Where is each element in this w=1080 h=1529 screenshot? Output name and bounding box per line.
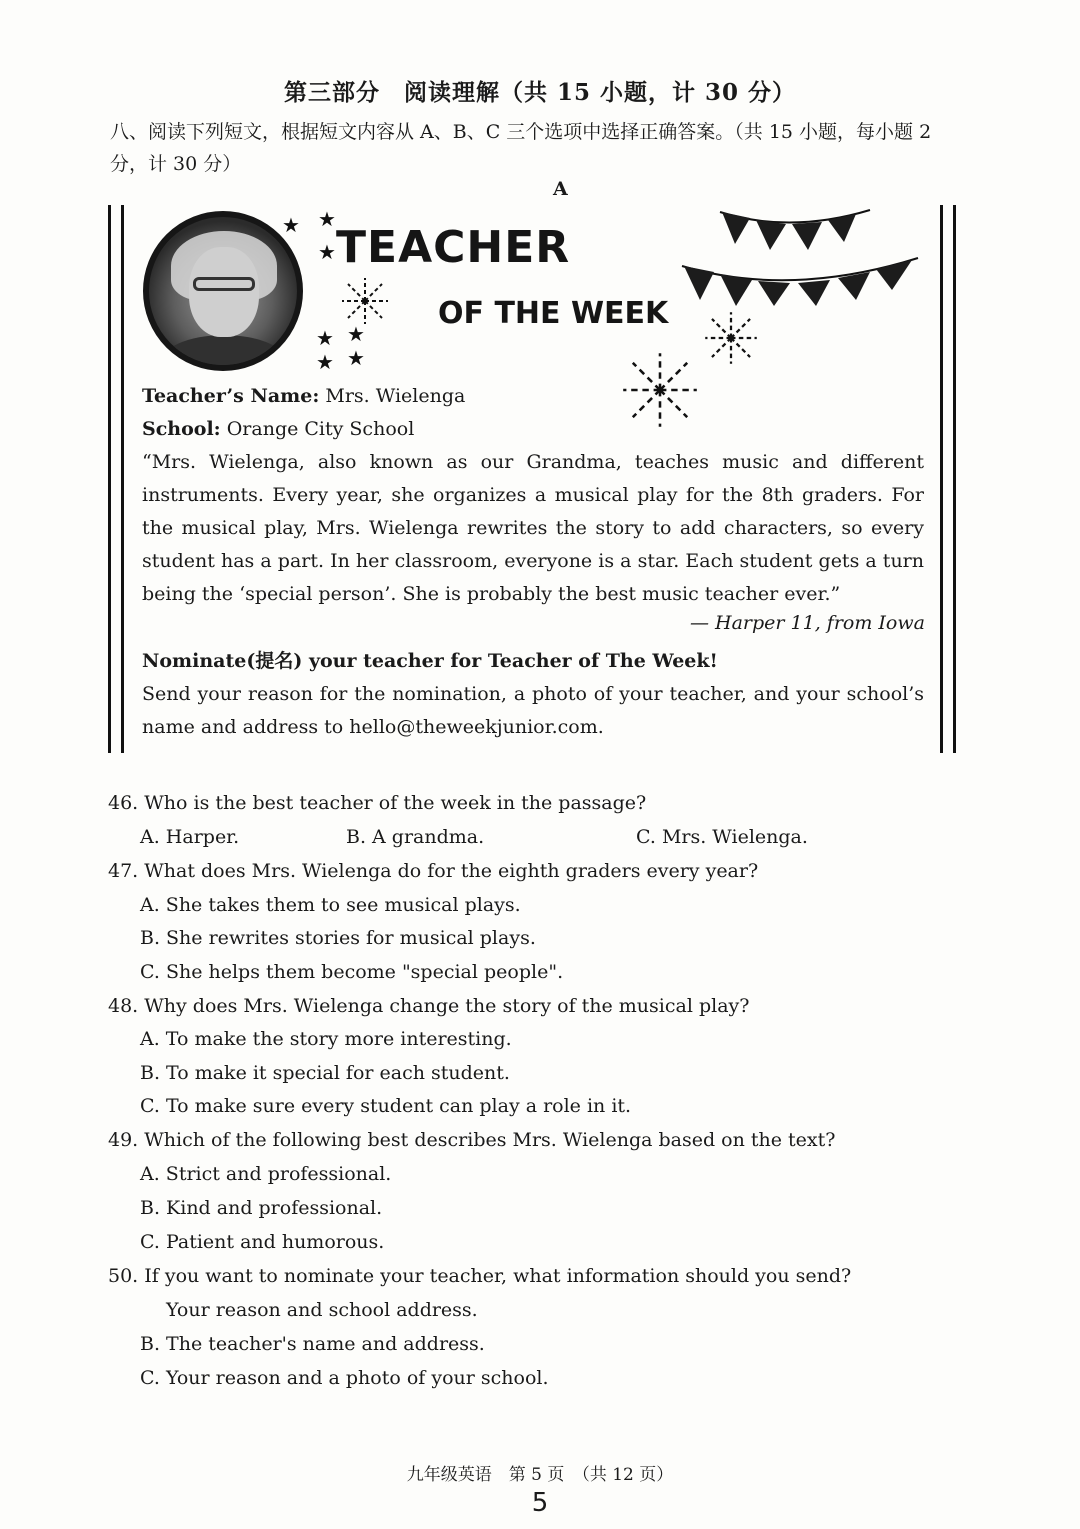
badge-title-teacher: TEACHER (336, 222, 571, 273)
testimonial-quote: “Mrs. Wielenga, also known as our Grandma, teaches music and different instruments. Every year, she organizes a musical play for the 8th graders. For the musical play, Mrs. Wielenga rewrites the story to add characters, so every student has a part. In her classroom, everyone is a star. Each student gets a turn being the ‘special person’. She is probably the best music teacher ever.” (142, 451, 924, 605)
firework-icon (703, 310, 759, 366)
frame-right-border (940, 205, 956, 753)
option-50-b: B. The teacher's name and address. (140, 1333, 485, 1355)
option-46-b: B. A grandma. (346, 826, 485, 848)
star-icon: ★ (316, 350, 334, 374)
school-label: School: (142, 418, 221, 440)
testimonial-signature: — Harper 11, from Iowa (690, 612, 925, 634)
teacher-photo (143, 211, 303, 371)
option-46-c: C. Mrs. Wielenga. (636, 826, 808, 848)
teacher-name-line (142, 380, 924, 413)
star-icon: ★ (318, 240, 336, 264)
badge-title-of-the-week: OF THE WEEK (438, 296, 669, 331)
part-title: 第三部分 阅读理解（共 15 小题，计 30 分） (283, 79, 797, 106)
school-line (142, 413, 924, 446)
star-icon: ★ (347, 346, 365, 370)
star-icon: ★ (347, 322, 365, 346)
question-46: 46. Who is the best teacher of the week in the passage? (108, 792, 647, 814)
school-value: Orange City School (220, 418, 415, 440)
teacher-name-value: Mrs. Wielenga (319, 385, 466, 407)
option-49-c: C. Patient and humorous. (140, 1231, 385, 1253)
nominate-body: Send your reason for the nomination, a photo of your teacher, and your school’s name and address to hello@theweekjunior.com. (142, 683, 924, 738)
option-47-b: B. She rewrites stories for musical plays. (140, 927, 536, 949)
star-icon: ★ (282, 213, 300, 237)
option-48-a: A. To make the story more interesting. (140, 1028, 512, 1050)
bunting-icon (680, 206, 920, 306)
page-number: 5 (531, 1488, 549, 1518)
question-49: 49. Which of the following best describes Mrs. Wielenga based on the text? (108, 1129, 836, 1151)
star-icon: ★ (316, 326, 334, 350)
nominate-heading: Nominate(提名) your teacher for Teacher of The Week! (142, 650, 718, 672)
option-47-a: A. She takes them to see musical plays. (140, 894, 521, 916)
section-instructions: 八、阅读下列短文，根据短文内容从 A、B、C 三个选项中选择正确答案。（共 15 小题，每小题 2 分，计 30 分） (110, 121, 932, 175)
question-48: 48. Why does Mrs. Wielenga change the story of the musical play? (108, 995, 750, 1017)
question-50: 50. If you want to nominate your teacher, what information should you send? (108, 1265, 852, 1287)
option-48-b: B. To make it special for each student. (140, 1062, 510, 1084)
teacher-name-label: Teacher’s Name: (142, 385, 320, 407)
option-50-a: Your reason and school address. (166, 1299, 478, 1321)
option-49-b: B. Kind and professional. (140, 1197, 383, 1219)
option-48-c: C. To make sure every student can play a role in it. (140, 1095, 632, 1117)
option-49-a: A. Strict and professional. (140, 1163, 392, 1185)
firework-icon (340, 276, 390, 326)
star-icon: ★ (318, 207, 336, 231)
option-46-a: A. Harper. (140, 826, 240, 848)
option-47-c: C. She helps them become "special people". (140, 961, 564, 983)
question-47: 47. What does Mrs. Wielenga do for the eighth graders every year? (108, 860, 759, 882)
passage-label: A (553, 178, 568, 200)
page-footer: 九年级英语 第 5 页 （共 12 页） (406, 1465, 674, 1485)
option-50-c: C. Your reason and a photo of your school. (140, 1367, 549, 1389)
frame-left-border (108, 205, 124, 753)
